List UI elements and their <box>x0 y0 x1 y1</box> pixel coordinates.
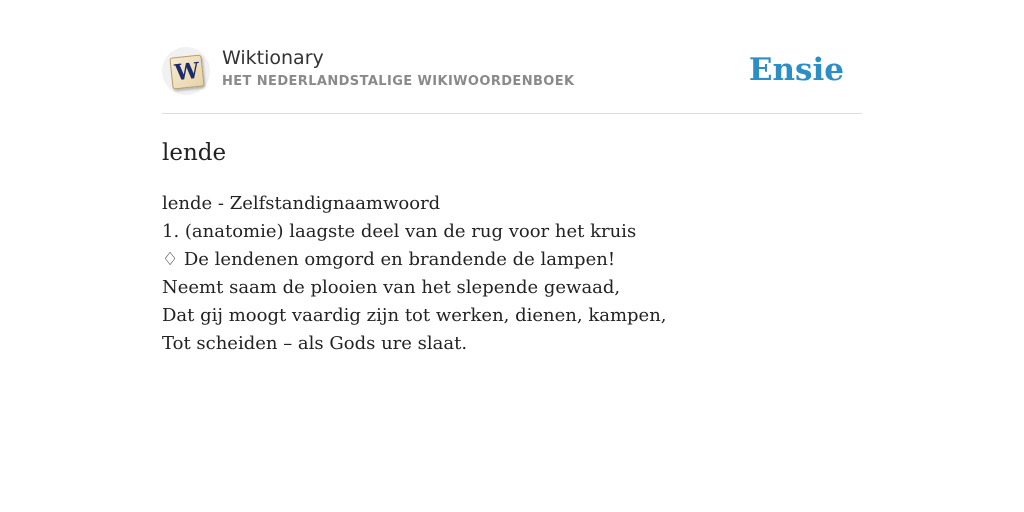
entry-line: 1. (anatomie) laagste deel van de rug voor het kruis <box>162 221 637 242</box>
page-container <box>162 0 862 354</box>
site-title[interactable]: Wiktionary <box>222 47 324 69</box>
entry-body <box>162 190 862 358</box>
site-header <box>162 0 862 114</box>
site-subtitle: HET NEDERLANDSTALIGE WIKIWOORDENBOEK <box>222 74 575 89</box>
wiktionary-logo-icon[interactable] <box>162 47 210 95</box>
word-title: lende <box>162 140 227 166</box>
ensie-brand-link[interactable]: Ensie <box>748 52 844 88</box>
logo-letter: W <box>173 57 201 87</box>
logo-tile <box>169 54 204 89</box>
entry-line: ♢ De lendenen omgord en brandende de lampen! <box>162 249 616 270</box>
entry-line: Tot scheiden – als Gods ure slaat. <box>162 333 468 354</box>
entry-line: Dat gij moogt vaardig zijn tot werken, dienen, kampen, <box>162 305 667 326</box>
entry-line: Neemt saam de plooien van het slepende gewaad, <box>162 277 621 298</box>
entry-line: lende - Zelfstandignaamwoord <box>162 193 441 214</box>
